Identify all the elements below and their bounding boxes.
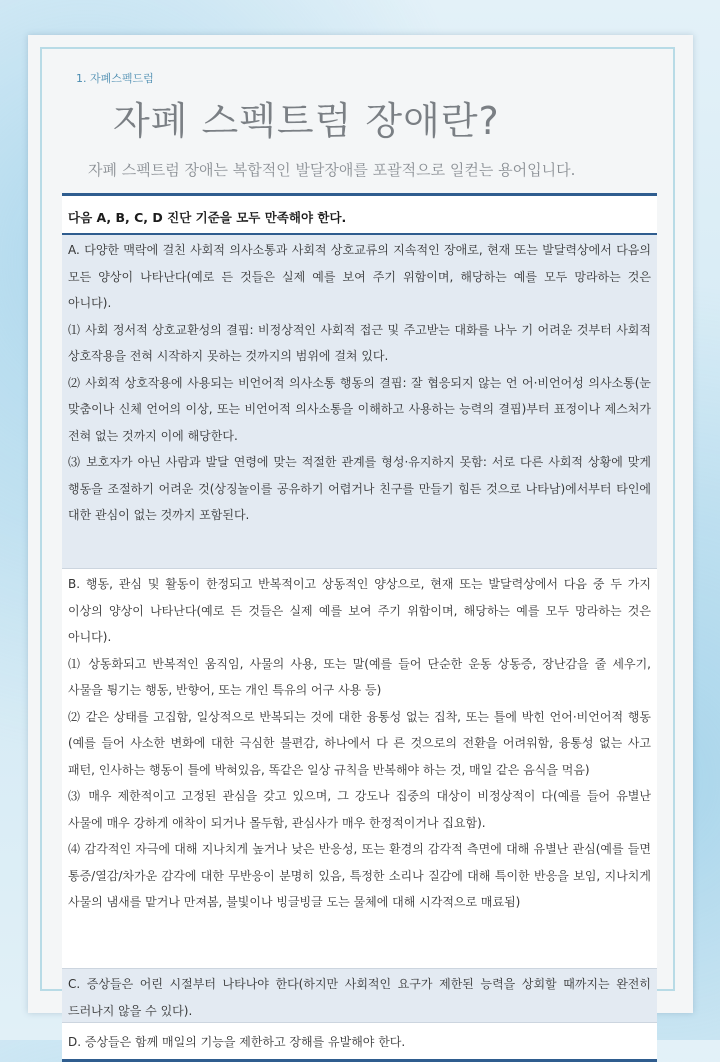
page-title: 자폐 스펙트럼 장애란? xyxy=(113,99,500,143)
criterion-a xyxy=(62,235,657,569)
criterion-a-item-2: ⑵ 사회적 상호작용에 사용되는 비언어적 의사소통 행동의 결핍: 잘 협응되지 않는 언 어·비언어성 의사소통(눈 맞춤이나 신체 언어의 이상, 또는 비언어적 의사소통을 이해하고 사용하는 능력의 결핍)부터 표정이나 제스처가 전혀 없는 것까지 이에 해당한다. xyxy=(68,375,651,443)
criteria-header: 다음 A, B, C, D 진단 기준을 모두 만족해야 한다. xyxy=(62,196,657,233)
criterion-a-item-3: ⑶ 보호자가 아닌 사람과 발달 연령에 맞는 적절한 관계를 형성·유지하지 못함: 서로 다른 사회적 상황에 맞게 행동을 조절하기 어려운 것(상징놀이를 공유하기 어렵거나 친구를 만들기 힘든 것으로 나타남)에서부터 타인에 대한 관심이 없는 것까지 포함된다. xyxy=(68,455,651,522)
criterion-d-text: D. 증상들은 함께 매일의 기능을 제한하고 장해를 유발해야 한다. xyxy=(68,1035,406,1049)
criterion-b-item-3: ⑶ 매우 제한적이고 고정된 관심을 갖고 있으며, 그 강도나 집중의 대상이 비정상적이 다(예를 들어 유별난 사물에 매우 강하게 애착이 되거나 몰두함, 관심사가 매우 한정적이거나 집요함). xyxy=(68,789,651,830)
criterion-a-item-1: ⑴ 사회 정서적 상호교환성의 결핍: 비정상적인 사회적 접근 및 주고받는 대화를 나누 기 어려운 것부터 사회적 상호작용을 전혀 시작하지 못하는 것까지의 범위에 걸쳐 있다. xyxy=(68,322,651,363)
criterion-b xyxy=(62,569,657,969)
criterion-c-text: C. 증상들은 어린 시절부터 나타나야 한다(하지만 사회적인 요구가 제한된 능력을 상회할 때까지는 완전히 드러나지 않을 수 있다). xyxy=(68,977,651,1018)
criteria-table xyxy=(62,193,657,1062)
page-subtitle: 자폐 스펙트럼 장애는 복합적인 발달장애를 포괄적으로 일컫는 용어입니다. xyxy=(88,161,576,179)
criterion-b-intro: B. 행동, 관심 및 활동이 한정되고 반복적이고 상동적인 양상으로, 현재 또는 발달력상에서 다음 중 두 가지 이상의 양상이 나타난다(예로 든 것들은 실제 예를 보여 주기 위함이며, 해당하는 예를 모두 망라하는 것은 아니다). xyxy=(68,577,651,644)
section-label: 1. 자폐스펙드럼 xyxy=(76,72,154,85)
criterion-b-item-1: ⑴ 상동화되고 반복적인 움직임, 사물의 사용, 또는 말(예를 들어 단순한 운동 상동증, 장난감을 줄 세우기, 사물을 튕기는 행동, 반향어, 또는 개인 특유의 어구 사용 등) xyxy=(68,656,651,697)
criterion-b-item-4: ⑷ 감각적인 자극에 대해 지나치게 높거나 낮은 반응성, 또는 환경의 감각적 측면에 대해 유별난 관심(예를 들면 통증/열감/차가운 감각에 대한 무반응이 분명히 있음, 특정한 소리나 질감에 대해 특이한 반응을 보임, 지나치게 사물의 냄새를 맡거나 만져봄, 불빛이나 빙글빙글 도는 물체에 대해 시각적으로 매료됨) xyxy=(68,842,651,909)
criterion-d xyxy=(62,1023,657,1059)
criterion-a-intro: A. 다양한 맥락에 걸친 사회적 의사소통과 사회적 상호교류의 지속적인 장애로, 현재 또는 발달력상에서 다음의 모든 양상이 나타난다(예로 든 것들은 실제 예를 보여 주기 위함이며, 해당하는 예를 모두 망라하는 것은 아니다). xyxy=(68,243,651,310)
criterion-b-item-2: ⑵ 같은 상태를 고집함, 일상적으로 반복되는 것에 대한 융통성 없는 집착, 또는 틀에 박힌 언어·비언어적 행동(예를 들어 사소한 변화에 대한 극심한 불편감, 하나에서 다 른 것으로의 전환을 어려워함, 융통성 없는 사고 패턴, 인사하는 행동이 틀에 박혀있음, 똑같은 일상 규칙을 반복해야 하는 것, 매일 같은 음식을 먹음) xyxy=(68,709,651,777)
criterion-c xyxy=(62,969,657,1023)
